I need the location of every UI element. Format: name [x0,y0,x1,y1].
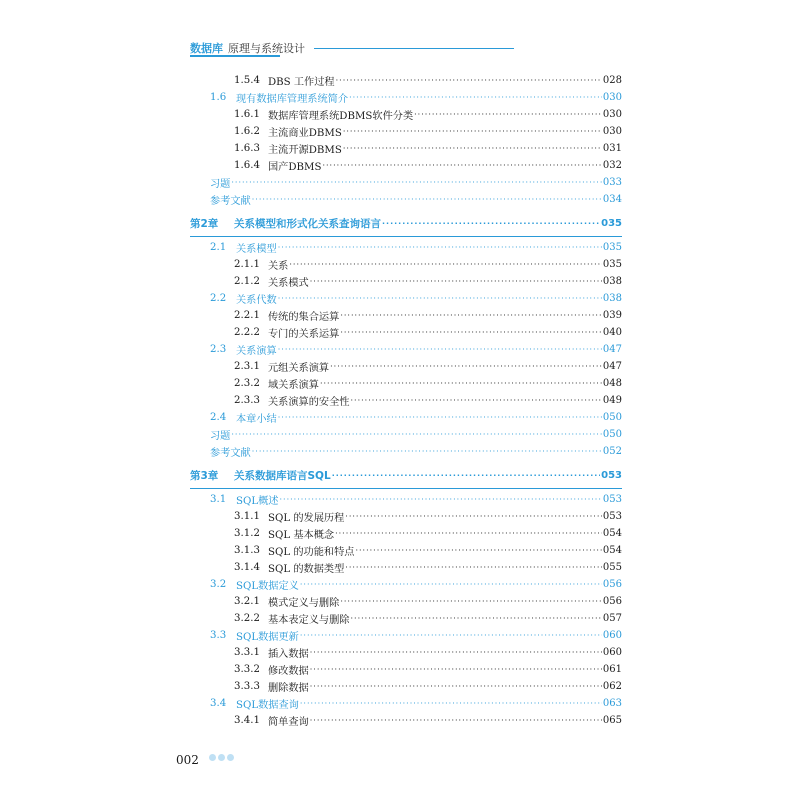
toc-entry-page: 056 [602,596,622,607]
toc-entry-page: 035 [601,217,622,229]
toc-entry-title: SQL 的数据类型 [268,564,345,575]
toc-entry-title: 关系模式 [268,278,309,289]
toc-entry-title: 主流开源DBMS [268,145,342,156]
toc-entry-number: 2.3.3 [234,395,260,406]
toc-leader-dots [343,144,602,153]
toc-leader-dots [343,127,602,136]
toc-entry-title: 模式定义与删除 [268,598,340,609]
toc-leader-dots [340,311,602,320]
toc-subsection-row[interactable] [190,123,622,140]
toc-entry-page: 035 [602,242,622,253]
toc-section-row[interactable] [190,576,622,593]
toc-entry-page: 038 [602,293,622,304]
toc-leader-dots [310,716,602,725]
toc-leader-dots [340,328,602,337]
toc-leader-dots [310,682,602,691]
toc-entry-number: 3.1.2 [234,528,260,539]
toc-subsection-row[interactable] [190,712,622,729]
toc-entry-number: 3.1.4 [234,562,260,573]
toc-leader-dots [345,563,602,572]
toc-leader-dots [345,512,602,521]
toc-entry-page: 033 [602,177,622,188]
toc-entry-number: 3.2 [210,579,227,590]
toc-section-row[interactable] [190,89,622,106]
toc-entry-page: 047 [602,344,622,355]
toc-leader-dots [300,631,602,640]
toc-entry-page: 062 [602,681,622,692]
toc-entry-page: 030 [602,109,622,120]
toc-entry-title: 关系数据库语言SQL [234,469,331,482]
toc-entry-title: 删除数据 [268,683,309,694]
toc-misc-row[interactable] [190,191,622,208]
toc-entry-number: 3.4 [210,698,227,709]
header-underline [190,55,280,57]
toc-entry-title: 关系模型 [236,244,277,255]
toc-leader-dots [330,362,602,371]
toc-subsection-row[interactable] [190,610,622,627]
toc-entry-page: 050 [602,412,622,423]
toc-leader-dots [252,195,602,204]
toc-entry-number: 2.3 [210,344,227,355]
toc-entry-number: 3.2.2 [234,613,260,624]
toc-entry-page: 061 [602,664,622,675]
toc-entry-page: 039 [602,310,622,321]
toc-leader-dots [351,396,602,405]
toc-entry-page: 052 [602,446,622,457]
toc-entry-title: 国产DBMS [268,162,322,173]
toc-entry-page: 048 [602,378,622,389]
toc-leader-dots [322,161,601,170]
toc-entry-page: 040 [602,327,622,338]
toc-subsection-row[interactable] [190,140,622,157]
toc-entry-title: SQL 的发展历程 [268,513,345,524]
toc-entry-title: 传统的集合运算 [268,312,340,323]
toc-entry-number: 3.2.1 [234,596,260,607]
toc-entry-number: 1.6.1 [234,109,260,120]
toc-subsection-row[interactable] [190,72,622,89]
toc-entry-title: 元组关系演算 [268,363,330,374]
toc-subsection-row[interactable] [190,157,622,174]
toc-chapter-row[interactable] [190,462,622,489]
toc-entry-title: SQL 基本概念 [268,530,335,541]
toc-entry-page: 050 [602,429,622,440]
toc-entry-page: 055 [602,562,622,573]
toc-subsection-row[interactable] [190,375,622,392]
toc-entry-title: 现有数据库管理系统简介 [236,94,349,105]
toc-leader-dots [278,243,602,252]
toc-entry-title: SQL数据查询 [236,700,299,711]
toc-subsection-row[interactable] [190,324,622,341]
toc-entry-title: 基本表定义与删除 [268,615,350,626]
footer-dot-icon [227,754,234,761]
toc-entry-page: 035 [602,259,622,270]
toc-leader-dots [382,219,600,228]
toc-entry-page: 038 [602,276,622,287]
toc-entry-page: 053 [601,469,622,481]
toc-entry-title: 关系演算的安全性 [268,397,350,408]
toc-leader-dots [349,93,602,102]
toc-section-row[interactable] [190,491,622,508]
toc-section-row[interactable] [190,627,622,644]
footer-dot-icon [209,754,216,761]
page-footer [176,749,199,767]
toc-subsection-row[interactable] [190,644,622,661]
toc-leader-dots [310,665,602,674]
toc-entry-title: 简单查询 [268,717,309,728]
toc-leader-dots [336,76,602,85]
toc-subsection-row[interactable] [190,525,622,542]
toc-entry-title: 习题 [210,431,231,442]
toc-entry-number: 1.6.4 [234,160,260,171]
toc-entry-number: 1.6 [210,92,227,103]
toc-entry-page: 049 [602,395,622,406]
toc-entry-title: 关系代数 [236,295,277,306]
toc-subsection-row[interactable] [190,307,622,324]
toc-misc-row[interactable] [190,426,622,443]
toc-entry-page: 060 [602,647,622,658]
toc-entry-page: 034 [602,194,622,205]
toc-subsection-row[interactable] [190,392,622,409]
toc-entry-number: 1.6.3 [234,143,260,154]
running-header [190,38,610,60]
toc-entry-title: SQL 的功能和特点 [268,547,355,558]
toc-leader-dots [414,110,602,119]
toc-entry-page: 065 [602,715,622,726]
toc-leader-dots [335,529,602,538]
toc-entry-page: 032 [602,160,622,171]
toc-leader-dots [355,546,601,555]
toc-entry-title: DBS 工作过程 [268,77,335,88]
toc-entry-title: SQL概述 [236,496,279,507]
toc-entry-title: SQL数据定义 [236,581,299,592]
header-rule [314,48,514,49]
toc-subsection-row[interactable] [190,106,622,123]
toc-entry-title: SQL数据更新 [236,632,299,643]
toc-entry-page: 047 [602,361,622,372]
toc-entry-number: 3.4.1 [234,715,260,726]
table-of-contents [190,72,622,729]
toc-section-row[interactable] [190,341,622,358]
toc-entry-number: 3.1.3 [234,545,260,556]
toc-subsection-row[interactable] [190,273,622,290]
toc-leader-dots [278,345,602,354]
toc-leader-dots [310,648,602,657]
toc-entry-title: 本章小结 [236,414,277,425]
toc-entry-title: 参考文献 [210,196,251,207]
toc-entry-number: 3.3 [210,630,227,641]
toc-subsection-row[interactable] [190,358,622,375]
toc-entry-title: 数据库管理系统DBMS软件分类 [268,111,414,122]
page-number: 002 [176,753,199,767]
toc-subsection-row[interactable] [190,661,622,678]
toc-entry-number: 2.2.1 [234,310,260,321]
toc-entry-number: 第2章 [190,217,219,230]
toc-entry-page: 063 [602,698,622,709]
toc-entry-page: 057 [602,613,622,624]
toc-entry-page: 030 [602,92,622,103]
toc-leader-dots [231,178,602,187]
toc-entry-title: 关系模型和形式化关系查询语言 [234,217,381,230]
toc-entry-title: 专门的关系运算 [268,329,340,340]
toc-entry-number: 2.3.2 [234,378,260,389]
toc-section-row[interactable] [190,695,622,712]
toc-entry-title: 插入数据 [268,649,309,660]
toc-misc-row[interactable] [190,443,622,460]
toc-entry-page: 053 [602,494,622,505]
toc-section-row[interactable] [190,290,622,307]
toc-entry-number: 1.5.4 [234,75,260,86]
toc-entry-page: 031 [602,143,622,154]
toc-subsection-row[interactable] [190,559,622,576]
toc-entry-number: 1.6.2 [234,126,260,137]
toc-entry-title: 关系 [268,261,289,272]
header-book-short: 数据库 [190,42,223,55]
toc-leader-dots [320,379,602,388]
toc-entry-number: 2.1 [210,242,227,253]
toc-entry-number: 2.1.1 [234,259,260,270]
toc-leader-dots [351,614,602,623]
toc-entry-number: 3.1.1 [234,511,260,522]
footer-dot-icon [218,754,225,761]
toc-misc-row[interactable] [190,174,622,191]
toc-entry-number: 2.3.1 [234,361,260,372]
toc-leader-dots [340,597,602,606]
toc-leader-dots [332,471,600,480]
toc-leader-dots [279,495,601,504]
toc-entry-title: 习题 [210,179,231,190]
toc-entry-number: 3.1 [210,494,227,505]
toc-chapter-row[interactable] [190,210,622,237]
toc-entry-title: 主流商业DBMS [268,128,342,139]
header-book-rest: 原理与系统设计 [228,42,305,55]
toc-leader-dots [300,699,602,708]
toc-entry-title: 关系演算 [236,346,277,357]
toc-entry-page: 030 [602,126,622,137]
toc-entry-number: 3.3.1 [234,647,260,658]
toc-entry-title: 域关系演算 [268,380,319,391]
toc-leader-dots [231,430,602,439]
toc-entry-page: 028 [602,75,622,86]
toc-entry-page: 060 [602,630,622,641]
toc-entry-number: 2.2.2 [234,327,260,338]
toc-entry-page: 056 [602,579,622,590]
toc-entry-number: 3.3.3 [234,681,260,692]
toc-entry-number: 第3章 [190,469,219,482]
toc-section-row[interactable] [190,239,622,256]
toc-entry-number: 3.3.2 [234,664,260,675]
toc-entry-title: 修改数据 [268,666,309,677]
toc-entry-page: 054 [602,545,622,556]
toc-entry-page: 054 [602,528,622,539]
toc-leader-dots [278,413,602,422]
toc-subsection-row[interactable] [190,508,622,525]
toc-leader-dots [300,580,602,589]
toc-leader-dots [289,260,602,269]
toc-subsection-row[interactable] [190,593,622,610]
toc-entry-number: 2.2 [210,293,227,304]
toc-entry-number: 2.1.2 [234,276,260,287]
toc-subsection-row[interactable] [190,256,622,273]
toc-entry-title: 参考文献 [210,448,251,459]
toc-subsection-row[interactable] [190,678,622,695]
toc-leader-dots [252,447,602,456]
toc-entry-page: 053 [602,511,622,522]
toc-leader-dots [310,277,602,286]
toc-entry-number: 2.4 [210,412,227,423]
toc-subsection-row[interactable] [190,542,622,559]
toc-section-row[interactable] [190,409,622,426]
toc-leader-dots [278,294,602,303]
